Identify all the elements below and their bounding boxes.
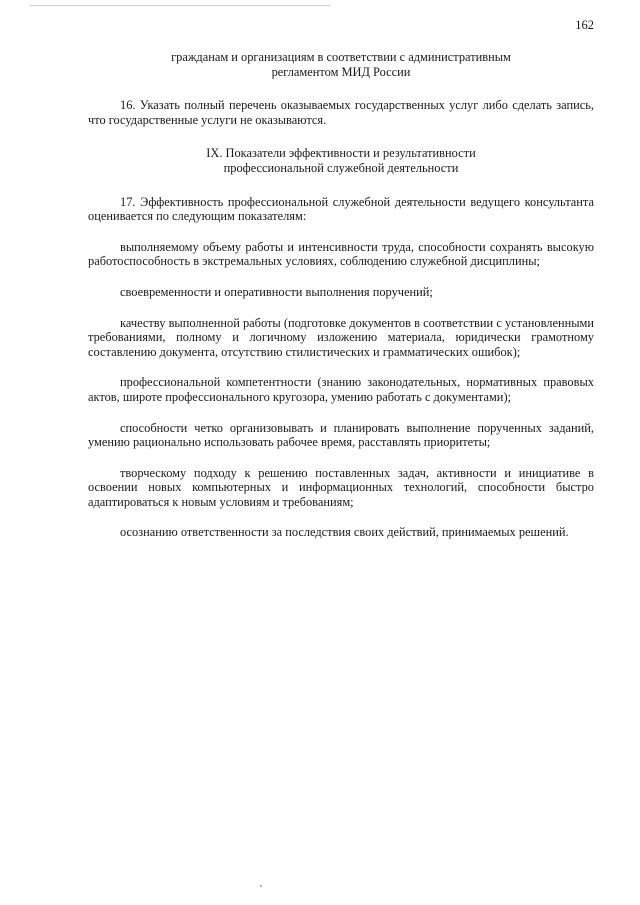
item-16-paragraph: 16. Указать полный перечень оказываемых государственных услуг либо сделать запись, что государственные услуги не оказываются. [88,98,594,127]
indicator-paragraph-creativity: творческому подходу к решению поставленных задач, активности и инициативе в освоении новых компьютерных и информационных технологий, способности быстро адаптироваться к новым условиям и требованиям; [88,465,594,509]
scan-artifact-dot [260,885,262,887]
indicator-paragraph-timeliness: своевременности и оперативности выполнения поручений; [120,284,433,299]
indicator-paragraph-responsibility: осознанию ответственности за последствия своих действий, принимаемых решений. [120,525,569,540]
indicator-paragraph-quality: качеству выполненной работы (подготовке документов в соответствии с установленными требованиями, полному и логичному изложению материала, юридически грамотному составлению документа, отсутствию стилистических и грамматических ошибок); [88,315,594,359]
intro-line-2: регламентом МИД России [271,64,411,79]
item-17-paragraph: 17. Эффективность профессиональной служебной деятельности ведущего консультанта оценивается по следующим показателям: [88,194,594,224]
page-number: 162 [575,18,594,32]
document-body [88,50,594,540]
intro-line-1: гражданам и организациям в соответствии с административным [171,50,511,64]
section-heading [88,146,594,175]
indicator-paragraph-workload: выполняемому объему работы и интенсивности труда, способности сохранять высокую работоспособность в экстремальных условиях, соблюдению служебной дисциплины; [88,239,594,269]
section-heading-line-2: профессиональной служебной деятельности [223,160,459,175]
section-heading-line-1: IX. Показатели эффективности и результативности [206,146,476,161]
indicator-paragraph-organization: способности четко организовывать и планировать выполнение порученных заданий, умению рационально использовать рабочее время, расставлять приоритеты; [88,420,594,450]
indicator-paragraph-competence: профессиональной компетентности (знанию законодательных, нормативных правовых актов, широте профессионального кругозора, умению работать с документами); [88,375,594,404]
intro-block [88,50,594,79]
scan-artifact-line [30,5,330,6]
